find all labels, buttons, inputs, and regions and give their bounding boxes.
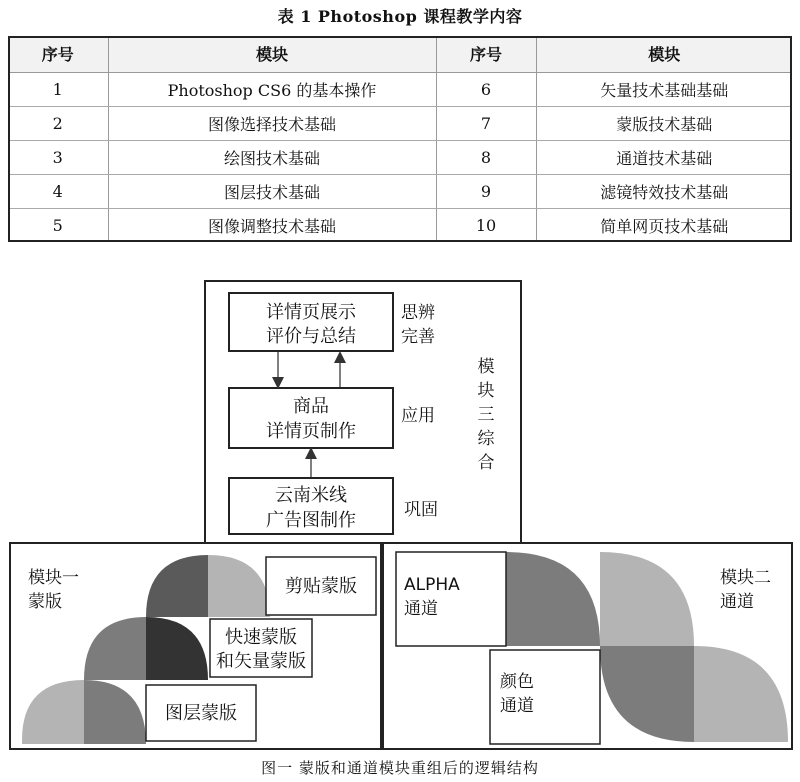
cell-module: 图层技术基础 bbox=[108, 174, 436, 208]
box-product-detail-line1: 商品 bbox=[293, 396, 329, 417]
cell-index: 7 bbox=[436, 106, 536, 140]
cell-index: 1 bbox=[8, 72, 108, 106]
box-alpha-channel-line1: ALPHA bbox=[404, 575, 460, 595]
header-module-1: 模块 bbox=[108, 36, 436, 72]
stage-consolidate: 巩固 bbox=[404, 500, 438, 520]
header-index-2: 序号 bbox=[436, 36, 536, 72]
stage-apply: 应用 bbox=[401, 406, 435, 426]
module1-label-line2: 蒙版 bbox=[28, 592, 62, 612]
module2-label-line2: 通道 bbox=[720, 592, 754, 612]
header-index-1: 序号 bbox=[8, 36, 108, 72]
cell-module: 绘图技术基础 bbox=[108, 140, 436, 174]
box-color-channel-line2: 通道 bbox=[500, 696, 534, 716]
cell-index: 5 bbox=[8, 208, 108, 242]
box-noodle-ad-line1: 云南米线 bbox=[275, 485, 347, 506]
cell-index: 2 bbox=[8, 106, 108, 140]
cell-module: 蒙版技术基础 bbox=[536, 106, 792, 140]
cell-index: 3 bbox=[8, 140, 108, 174]
stage-reflect-line2: 完善 bbox=[401, 327, 435, 347]
box-noodle-ad-line2: 广告图制作 bbox=[266, 510, 356, 531]
module3-label-char: 三 bbox=[477, 405, 495, 425]
cell-index: 9 bbox=[436, 174, 536, 208]
figure-caption: 图一 蒙版和通道模块重组后的逻辑结构 bbox=[261, 759, 539, 777]
cell-module: 滤镜特效技术基础 bbox=[536, 174, 792, 208]
box-quick-vector-mask-line1: 快速蒙版 bbox=[225, 627, 297, 648]
module3-label-char: 综 bbox=[477, 429, 495, 449]
module3-label-char: 模 bbox=[477, 357, 495, 377]
cell-module: 矢量技术基础基础 bbox=[536, 72, 792, 106]
header-module-2: 模块 bbox=[536, 36, 792, 72]
cell-module: 图像调整技术基础 bbox=[108, 208, 436, 242]
box-clipping-mask-label: 剪贴蒙版 bbox=[285, 576, 357, 597]
box-alpha-channel-line2: 通道 bbox=[404, 599, 438, 619]
box-layer-mask-label: 图层蒙版 bbox=[165, 703, 237, 724]
cell-index: 4 bbox=[8, 174, 108, 208]
box-detail-page-review-line1: 详情页展示 bbox=[266, 302, 356, 323]
module1-label-line1: 模块一 bbox=[28, 568, 79, 588]
cell-module: 简单网页技术基础 bbox=[600, 216, 729, 236]
cell-index: 6 bbox=[436, 72, 536, 106]
module3-label-char: 合 bbox=[477, 453, 495, 473]
box-color-channel-line1: 颜色 bbox=[500, 672, 534, 692]
table-caption: 表 1 Photoshop 课程教学内容 bbox=[277, 7, 523, 26]
box-product-detail-line2: 详情页制作 bbox=[266, 421, 356, 442]
box-detail-page-review-line2: 评价与总结 bbox=[266, 326, 356, 347]
box-quick-vector-mask-line2: 和矢量蒙版 bbox=[216, 651, 306, 672]
cell-module: Photoshop CS6 的基本操作 bbox=[108, 72, 436, 106]
module3-label-char: 块 bbox=[477, 381, 495, 401]
cell-module: 图像选择技术基础 bbox=[108, 106, 436, 140]
cell-module: 通道技术基础 bbox=[536, 140, 792, 174]
module2-label-line1: 模块二 bbox=[720, 568, 771, 588]
stage-reflect-line1: 思辨 bbox=[401, 303, 435, 323]
cell-index: 8 bbox=[436, 140, 536, 174]
cell-index: 10 bbox=[436, 208, 536, 242]
